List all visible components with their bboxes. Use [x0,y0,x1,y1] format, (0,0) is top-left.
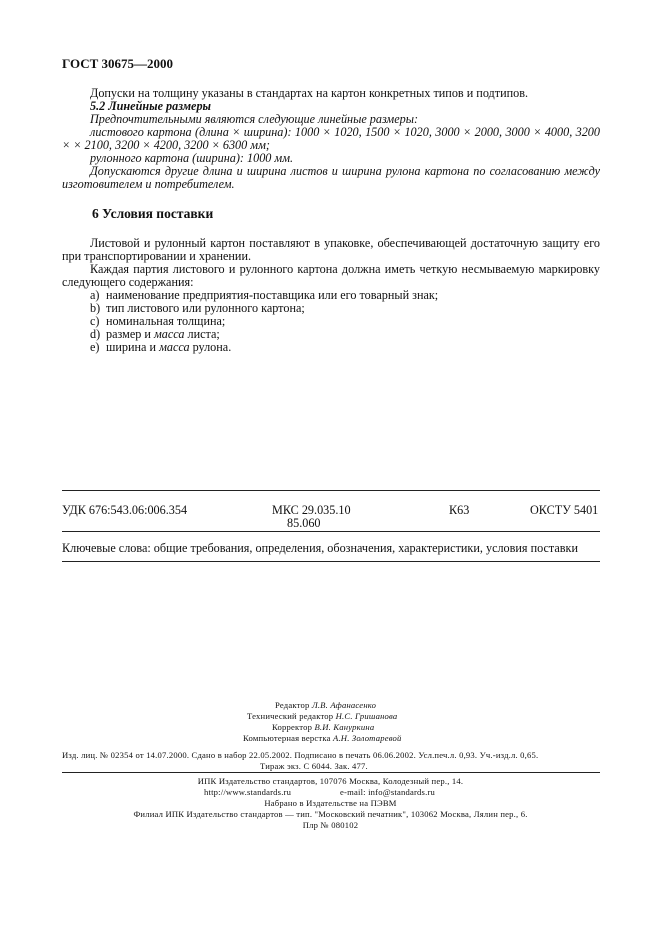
tolerance-note: Допуски на толщину указаны в стандартах на картон конкретных типов и подтипов. [90,86,529,100]
editor-name: Л.В. Афанасенко [311,700,377,710]
tech-editor-name: Н.С. Гришанова [335,711,398,721]
list-marker: d) [90,327,101,341]
list-text: размер и [106,327,154,341]
divider-top [62,490,600,491]
branch-line: Филиал ИПК Издательство стандартов — тип. "Московский печатник", 103062 Москва, Лялин пер., 6. [133,809,528,819]
layout-label: Компьютерная верстка [243,733,331,743]
other-sizes-text: Допускаются другие длина и ширина листов и ширина рулона картона по согласованию между изготовителем и потребителем. [62,164,600,191]
corrector-name: В.И. Кануркина [314,722,375,732]
editor-credit [275,700,376,710]
list-item [90,341,438,354]
divider-imprint [62,772,600,773]
list-italic-word: масса [159,340,190,354]
divider-middle [62,531,600,532]
mks-code-1: МКС 29.035.10 [272,503,351,517]
group-code: К63 [449,503,470,517]
marking-paragraph: Каждая партия листового и рулонного картона должна иметь четкую несмываемую маркировку следующего содержания: [62,262,600,289]
publisher-line: ИПК Издательство стандартов, 107076 Москва, Колодезный пер., 14. [197,776,464,786]
editor-label: Редактор [275,700,310,710]
list-text-tail: рулона. [189,340,232,354]
corrector-label: Корректор [272,722,313,732]
list-text-tail: листа; [184,327,220,341]
subsection-5-2-title: 5.2 Линейные размеры [90,99,211,113]
section-6-title: 6 Условия поставки [92,206,214,221]
udc-code: УДК 676:543.06:006.354 [62,503,188,517]
tech-editor-label: Технический редактор [247,711,334,721]
list-marker: b) [90,301,101,315]
okstu-code: ОКСТУ 5401 [530,503,599,517]
tech-editor-credit [247,711,397,721]
list-italic-word: масса [153,327,185,341]
corrector-credit [272,722,374,732]
layout-credit [243,733,402,743]
list-text: тип листового или рулонного картона; [106,301,305,315]
list-text: номинальная толщина; [106,314,226,328]
list-marker: a) [90,288,100,302]
publisher-website[interactable]: http://www.standards.ru [204,787,292,797]
print-details-line: Изд. лиц. № 02354 от 14.07.2000. Сдано в набор 22.05.2002. Подписано в печать 06.06.2002. Усл.печ.л. 0,93. Уч.-изд.л. 0,65. [62,750,539,760]
list-text: ширина и [106,340,160,354]
list-marker: e) [90,340,100,354]
roll-sizes-text: рулонного картона (ширина): 1000 мм. [90,151,294,165]
plr-line: Плр № 080102 [302,820,359,830]
print-run-line: Тираж экз. С 6044. Зак. 477. [260,761,368,771]
preferred-sizes-intro: Предпочтительными являются следующие линейные размеры: [90,112,419,126]
standard-code-header: ГОСТ 30675—2000 [62,56,174,71]
marking-list [90,289,438,354]
keywords-line: Ключевые слова: общие требования, определения, обозначения, характеристики, условия поставки [62,541,578,555]
mks-code-2: 85.060 [287,516,321,530]
publisher-email[interactable]: e-mail: info@standards.ru [340,787,436,797]
packaging-paragraph: Листовой и рулонный картон поставляют в упаковке, обеспечивающей достаточную защиту его при транспортировании и хранении. [62,236,600,263]
layout-name: А.Н. Золотаревой [333,733,402,743]
divider-bottom [62,561,600,562]
section-6-paragraphs [62,237,600,289]
list-text: наименование предприятия-поставщика или его товарный знак; [106,288,439,302]
typeset-line: Набрано в Издательстве на ПЭВМ [264,798,397,808]
list-marker: c) [90,314,100,328]
section-5-block [62,87,600,191]
sheet-sizes-text: листового картона (длина × ширина): 1000 × 1020, 1500 × 1020, 3000 × 2000, 3000 × 4000, 3200 × × 2100, 3200 × 4200, 3200 × 6300 мм; [62,125,600,152]
